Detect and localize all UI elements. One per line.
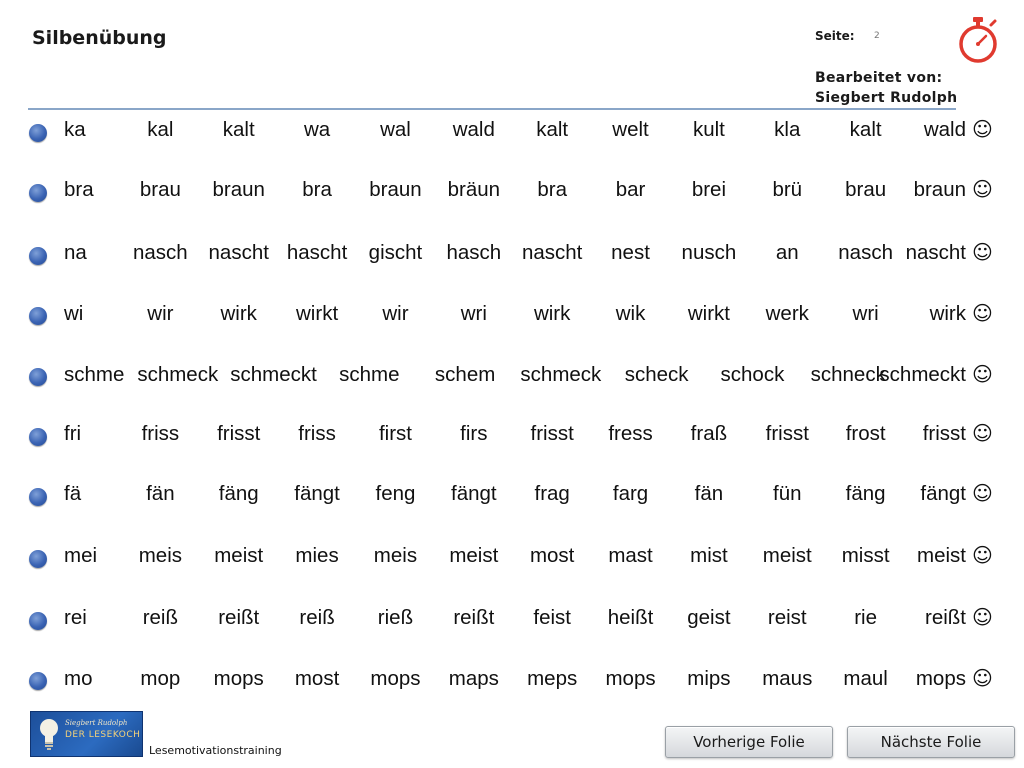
stopwatch-icon[interactable]	[955, 16, 1001, 64]
syllable-word: mast	[608, 544, 653, 567]
logo-name: Siegbert Rudolph	[65, 719, 128, 727]
syllable-word: schme	[64, 363, 125, 386]
syllable-word: frisst	[765, 422, 809, 445]
syllable-row	[0, 241, 1024, 281]
syllable-word: mops	[915, 667, 966, 690]
syllable-row	[0, 118, 1024, 158]
syllable-word: nascht	[521, 241, 583, 264]
logo-mark: DER LESEKOCH	[65, 730, 141, 740]
smiley-icon: ☺	[972, 481, 993, 505]
smiley-icon: ☺	[972, 605, 993, 629]
syllable-word: mops	[605, 667, 656, 690]
syllable-row	[0, 302, 1024, 342]
syllable-word: bar	[615, 178, 646, 201]
syllable-word: fän	[146, 482, 175, 505]
syllable-word: mops	[213, 667, 264, 690]
syllable-word: fä	[64, 482, 82, 505]
syllable-word: farg	[612, 482, 649, 505]
author-label: Bearbeitet von:	[815, 70, 943, 86]
syllable-word: reißt	[925, 606, 966, 629]
bullet-dot-icon[interactable]	[29, 247, 47, 265]
syllable-word: geist	[687, 606, 731, 629]
syllable-word: frost	[845, 422, 886, 445]
syllable-word: most	[294, 667, 340, 690]
syllable-word: an	[775, 241, 799, 264]
syllable-word: first	[378, 422, 412, 445]
syllable-word: braun	[913, 178, 966, 201]
syllable-word: schmeckt	[230, 363, 317, 386]
syllable-word: schem	[434, 363, 496, 386]
syllable-word: werk	[765, 302, 809, 325]
syllable-word: wirk	[929, 302, 966, 325]
syllable-word: wal	[380, 118, 411, 141]
bullet-dot-icon[interactable]	[29, 184, 47, 202]
bullet-dot-icon[interactable]	[29, 428, 47, 446]
author-name: Siegbert Rudolph	[815, 90, 958, 106]
syllable-word: mei	[64, 544, 98, 567]
smiley-icon: ☺	[972, 421, 993, 445]
syllable-word: reiß	[299, 606, 335, 629]
syllable-word: nasch	[838, 241, 893, 264]
previous-slide-button[interactable]: Vorherige Folie	[665, 726, 833, 758]
syllable-row	[0, 606, 1024, 646]
syllable-word: welt	[612, 118, 649, 141]
next-slide-button[interactable]: Nächste Folie	[847, 726, 1015, 758]
bullet-dot-icon[interactable]	[29, 368, 47, 386]
syllable-word: reißt	[218, 606, 260, 629]
bullet-dot-icon[interactable]	[29, 307, 47, 325]
syllable-word: bra	[64, 178, 94, 201]
syllable-word: braun	[369, 178, 422, 201]
syllable-word: ka	[64, 118, 86, 141]
syllable-word: wirkt	[687, 302, 730, 325]
syllable-word: frag	[534, 482, 570, 505]
bullet-dot-icon[interactable]	[29, 124, 47, 142]
syllable-word: braun	[212, 178, 265, 201]
lightbulb-logo-icon	[37, 717, 61, 751]
syllable-word: frisst	[922, 422, 966, 445]
bullet-dot-icon[interactable]	[29, 488, 47, 506]
smiley-icon: ☺	[972, 362, 993, 386]
syllable-word: mies	[295, 544, 339, 567]
syllable-word: reißt	[453, 606, 495, 629]
leseskoch-logo	[30, 711, 143, 757]
syllable-word: wirk	[533, 302, 571, 325]
syllable-word: brei	[691, 178, 726, 201]
syllable-word: scheck	[624, 363, 689, 386]
syllable-word: wir	[147, 302, 174, 325]
syllable-word: brau	[845, 178, 887, 201]
syllable-word: schme	[339, 363, 400, 386]
syllable-word: mops	[370, 667, 421, 690]
syllable-word: fress	[608, 422, 653, 445]
syllable-word: meist	[449, 544, 499, 567]
smiley-icon: ☺	[972, 301, 993, 325]
syllable-word: bra	[537, 178, 567, 201]
syllable-word: kla	[774, 118, 801, 141]
syllable-word: frisst	[530, 422, 574, 445]
syllable-word: meps	[527, 667, 578, 690]
syllable-word: fraß	[690, 422, 728, 445]
bullet-dot-icon[interactable]	[29, 672, 47, 690]
syllable-word: feist	[533, 606, 571, 629]
syllable-word: mips	[687, 667, 731, 690]
syllable-word: schmeckt	[879, 363, 966, 386]
syllable-word: kalt	[849, 118, 882, 141]
syllable-word: fäng	[845, 482, 886, 505]
syllable-word: heißt	[607, 606, 654, 629]
syllable-word: schmeck	[137, 363, 219, 386]
page-number: 2	[874, 31, 880, 41]
syllable-word: wir	[382, 302, 409, 325]
syllable-word: most	[529, 544, 575, 567]
syllable-word: wik	[615, 302, 646, 325]
syllable-word: meist	[762, 544, 812, 567]
syllable-word: fängt	[920, 482, 966, 505]
smiley-icon: ☺	[972, 240, 993, 264]
syllable-word: meist	[214, 544, 264, 567]
syllable-word: meist	[917, 544, 966, 567]
syllable-row	[0, 544, 1024, 584]
syllable-row	[0, 363, 1024, 403]
syllable-word: nasch	[133, 241, 188, 264]
bullet-dot-icon[interactable]	[29, 550, 47, 568]
syllable-word: nascht	[905, 241, 966, 264]
page-label: Seite:	[815, 29, 855, 43]
syllable-word: wi	[64, 302, 84, 325]
syllable-word: maps	[448, 667, 499, 690]
syllable-word: wirkt	[296, 302, 339, 325]
syllable-word: rei	[64, 606, 87, 629]
syllable-word: firs	[460, 422, 488, 445]
syllable-row	[0, 422, 1024, 462]
smiley-icon: ☺	[972, 117, 993, 141]
syllable-row	[0, 178, 1024, 218]
syllable-word: rieß	[377, 606, 414, 629]
syllable-word: meis	[138, 544, 183, 567]
syllable-word: hascht	[286, 241, 348, 264]
syllable-word: fängt	[451, 482, 497, 505]
syllable-word: friss	[141, 422, 180, 445]
syllable-word: rie	[854, 606, 878, 629]
author-block	[815, 68, 957, 108]
syllable-word: reiß	[142, 606, 179, 629]
syllable-word: wald	[452, 118, 495, 141]
syllable-word: nest	[611, 241, 650, 264]
syllable-word: fän	[694, 482, 724, 505]
smiley-icon: ☺	[972, 177, 993, 201]
syllable-word: schmeck	[520, 363, 602, 386]
syllable-word: friss	[298, 422, 336, 445]
page-title: Silbenübung	[32, 27, 167, 49]
syllable-word: maus	[762, 667, 813, 690]
syllable-word: wirk	[220, 302, 257, 325]
syllable-word: misst	[841, 544, 890, 567]
syllable-word: bräun	[447, 178, 501, 201]
syllable-word: schock	[720, 363, 785, 386]
syllable-word: fri	[64, 422, 82, 445]
syllable-word: wri	[852, 302, 879, 325]
syllable-word: mo	[64, 667, 93, 690]
syllable-word: mist	[690, 544, 728, 567]
bullet-dot-icon[interactable]	[29, 612, 47, 630]
syllable-word: kalt	[536, 118, 569, 141]
syllable-word: nusch	[681, 241, 737, 264]
syllable-word: feng	[375, 482, 416, 505]
syllable-row	[0, 482, 1024, 522]
syllable-word: maul	[843, 667, 888, 690]
syllable-word: schneck	[810, 363, 886, 386]
syllable-word: frisst	[217, 422, 261, 445]
syllable-word: meis	[373, 544, 418, 567]
syllable-word: nascht	[208, 241, 269, 264]
syllable-word: hasch	[446, 241, 502, 264]
syllable-word: bra	[302, 178, 332, 201]
syllable-word: brü	[772, 178, 803, 201]
smiley-icon: ☺	[972, 666, 993, 690]
syllable-word: wri	[460, 302, 487, 325]
syllable-word: kult	[692, 118, 725, 141]
syllable-word: reist	[767, 606, 807, 629]
syllable-word: brau	[139, 178, 181, 201]
footer-label: Lesemotivationstraining	[149, 744, 282, 757]
header-divider	[28, 108, 956, 110]
syllable-word: fängt	[294, 482, 340, 505]
syllable-word: fün	[773, 482, 802, 505]
syllable-row	[0, 667, 1024, 707]
syllable-word: wa	[303, 118, 331, 141]
syllable-word: kal	[147, 118, 174, 141]
syllable-word: na	[64, 241, 87, 264]
syllable-word: gischt	[368, 241, 423, 264]
syllable-word: kalt	[222, 118, 255, 141]
smiley-icon: ☺	[972, 543, 993, 567]
syllable-word: wald	[923, 118, 966, 141]
syllable-word: fäng	[218, 482, 259, 505]
syllable-word: mop	[140, 667, 181, 690]
